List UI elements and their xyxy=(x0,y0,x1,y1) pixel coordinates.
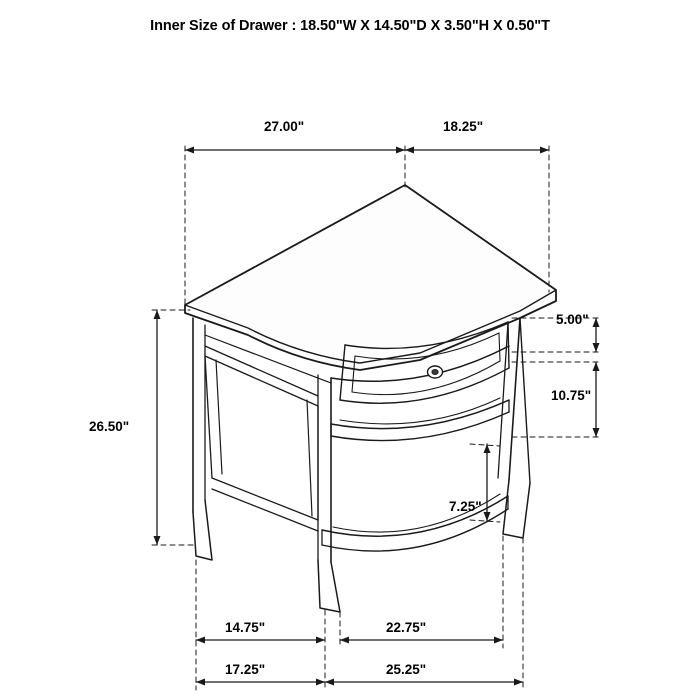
dimension-top-width-right: 18.25" xyxy=(443,119,484,134)
dimension-bottom-front-left: 14.75" xyxy=(225,620,266,635)
shelf-top-edge xyxy=(331,400,509,429)
left-front-leg xyxy=(318,560,340,612)
dimension-bottom-outer-right: 25.25" xyxy=(386,662,427,677)
left-back-leg xyxy=(193,500,212,560)
page-title: Inner Size of Drawer : 18.50"W X 14.50"D X 3.50"H X 0.50"T xyxy=(150,18,550,34)
drawer-bottom-edge xyxy=(340,368,509,403)
dimension-bottom-outer-left: 17.25" xyxy=(225,662,266,677)
dimension-total-height: 26.50" xyxy=(89,419,130,434)
right-front-leg-edge xyxy=(509,318,520,480)
dimension-drawer-face-height: 5.00" xyxy=(556,312,589,327)
dimension-lower-section-height: 10.75" xyxy=(551,388,592,403)
dimension-bottom-front-right: 22.75" xyxy=(386,620,427,635)
table-top xyxy=(185,185,556,370)
drawer-knob xyxy=(428,366,443,378)
dimension-top-width-left: 27.00" xyxy=(264,119,305,134)
dimension-shelf-height: 7.25" xyxy=(449,499,482,514)
